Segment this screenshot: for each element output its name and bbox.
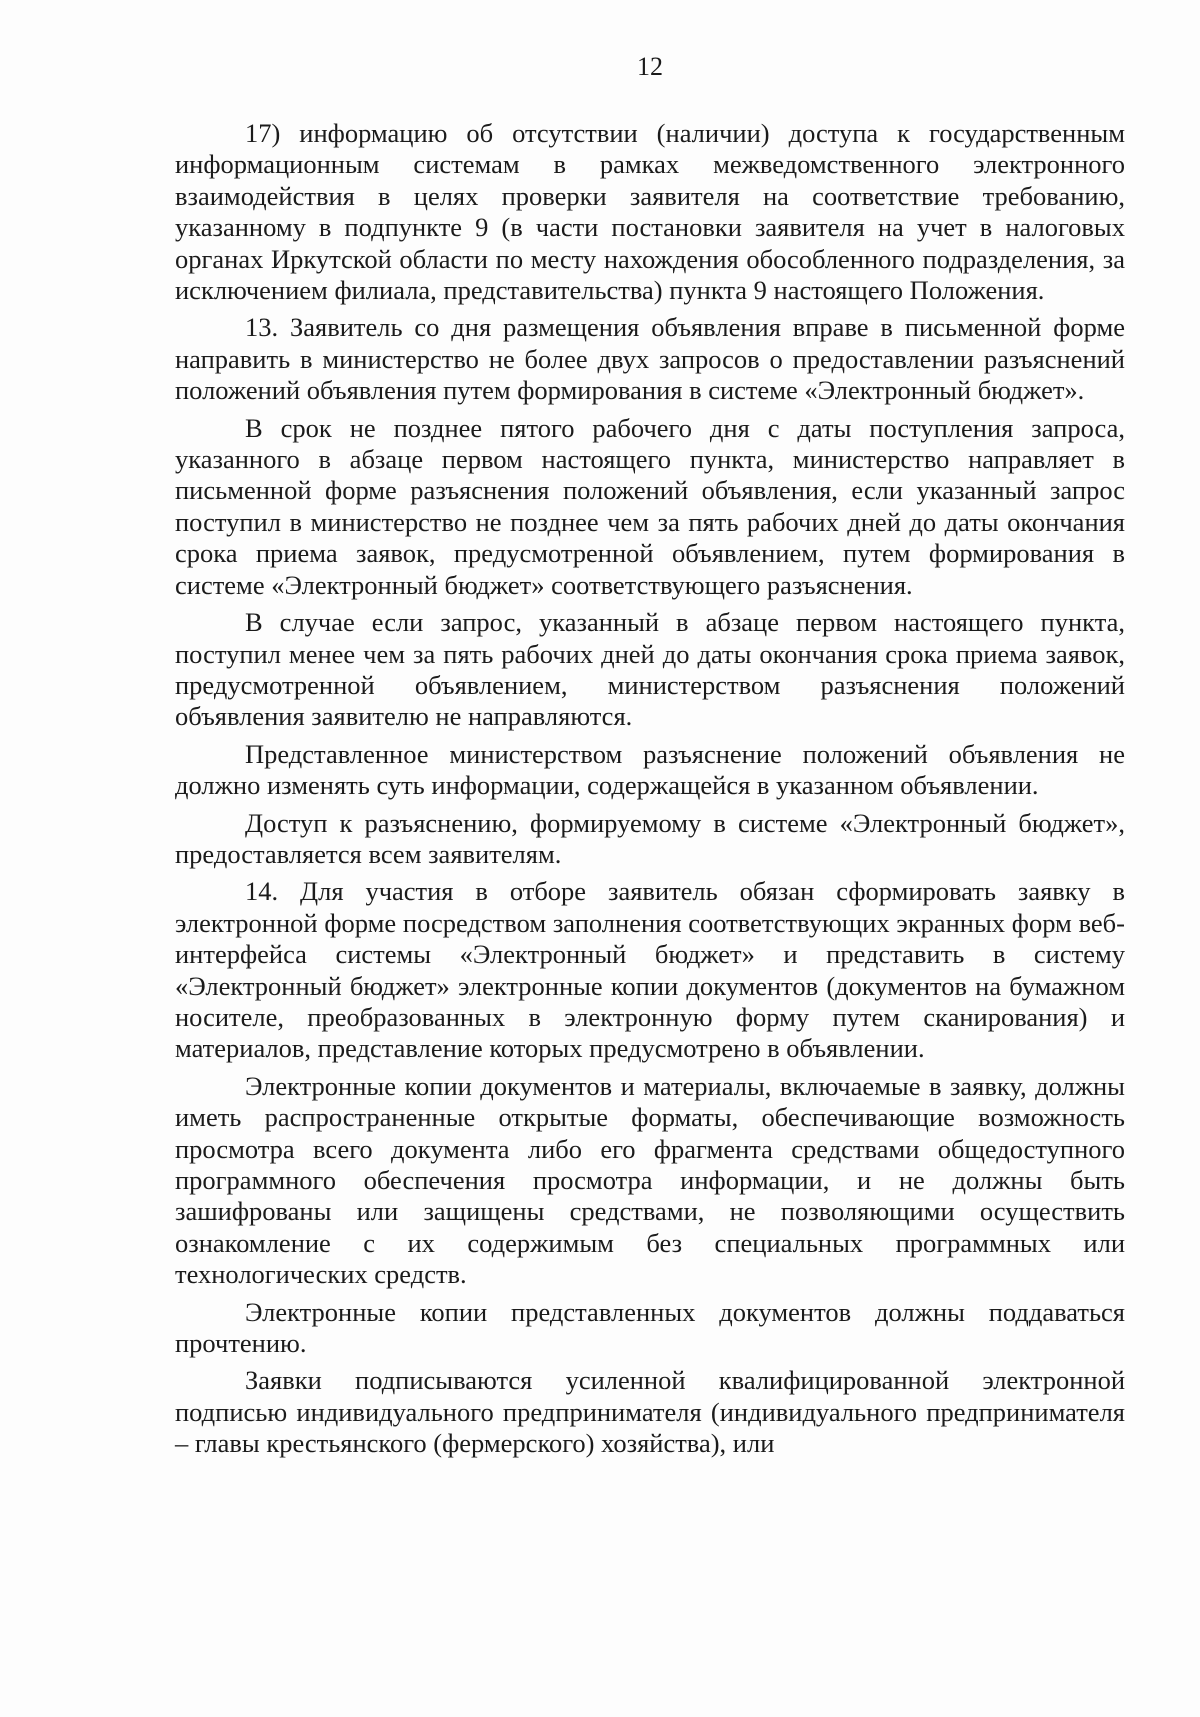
paragraph-clause-13-late-request: В случае если запрос, указанный в абзаце первом настоящего пункта, поступил менее чем за пять рабочих дней до даты окончания срока приема заявок, предусмотренной объявлением, министерством разъяснения положений объявления заявителю не направляются. [175, 607, 1125, 732]
paragraph-clause-13-access: Доступ к разъяснению, формируемому в системе «Электронный бюджет», предоставляется всем заявителям. [175, 807, 1125, 869]
page-number: 12 [637, 52, 663, 81]
paragraph-item-17: 17) информацию об отсутствии (наличии) доступа к государственным информационным системам в рамках межведомственного электронного взаимодействия в целях проверки заявителя на соответствие требованию, указанному в подпункте 9 (в части постановки заявителя на учет в налоговых органах Иркутской области по месту нахождения обособленного подразделения, за исключением филиала, представительства) пункта 9 настоящего Положения. [175, 118, 1125, 306]
document-body [175, 118, 1125, 1460]
paragraph-clause-13-content-rule: Представленное министерством разъяснение положений объявления не должно изменять суть информации, содержащейся в указанном объявлении. [175, 738, 1125, 801]
paragraph-clause-13-deadline: В срок не позднее пятого рабочего дня с даты поступления запроса, указанного в абзаце первом настоящего пункта, министерство направляет в письменной форме разъяснения положений объявления, если указанный запрос поступил в министерство не позднее чем за пять рабочих дней до даты окончания срока приема заявок, предусмотренной объявлением, путем формирования в системе «Электронный бюджет» соответствующего разъяснения. [175, 412, 1125, 600]
paragraph-clause-14-readability: Электронные копии представленных документов должны поддаваться прочтению. [175, 1296, 1125, 1359]
paragraph-clause-14: 14. Для участия в отборе заявитель обязан сформировать заявку в электронной форме посредством заполнения соответствующих экранных форм веб-интерфейса системы «Электронный бюджет» и представить в систему «Электронный бюджет» электронные копии документов (документов на бумажном носителе, преобразованных в электронную форму путем сканирования) и материалов, представление которых предусмотрено в объявлении. [175, 876, 1125, 1064]
paragraph-clause-14-formats: Электронные копии документов и материалы, включаемые в заявку, должны иметь распространенные открытые форматы, обеспечивающие возможность просмотра всего документа либо его фрагмента средствами общедоступного программного обеспечения просмотра информации, и не должны быть зашифрованы или защищены средствами, не позволяющими осуществить ознакомление с их содержимым без специальных программных или технологических средств. [175, 1070, 1125, 1290]
paragraph-clause-14-signature: Заявки подписываются усиленной квалифицированной электронной подписью индивидуального предпринимателя (индивидуального предпринимателя – главы крестьянского (фермерского) хозяйства), или [175, 1365, 1125, 1459]
paragraph-clause-13: 13. Заявитель со дня размещения объявления вправе в письменной форме направить в министерство не более двух запросов о предоставлении разъяснений положений объявления путем формирования в системе «Электронный бюджет». [175, 312, 1125, 406]
